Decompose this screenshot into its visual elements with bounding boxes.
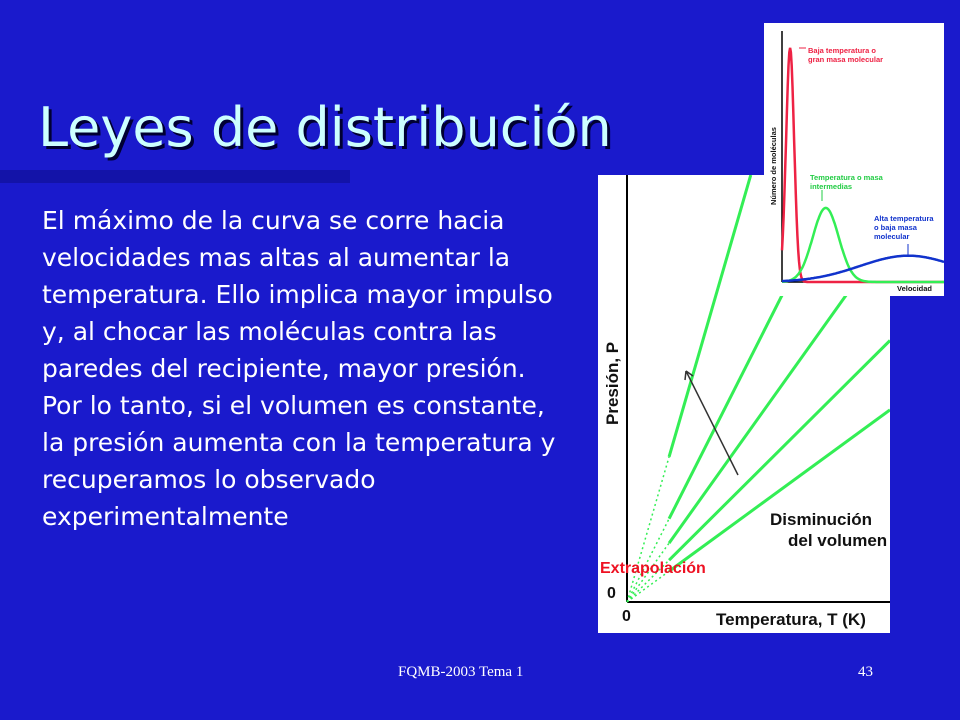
origin-x-label: 0 xyxy=(622,608,631,625)
extrapolation-label: Extrapolación xyxy=(600,560,706,577)
distribution-curves xyxy=(782,48,944,282)
volume-decrease-arrow xyxy=(686,371,738,475)
footer-page-number: 43 xyxy=(858,664,873,680)
low-temperature-label: Baja temperatura o gran masa molecular xyxy=(808,46,884,64)
footer-course-label: FQMB-2003 Tema 1 xyxy=(398,664,524,680)
distribution-curve-1 xyxy=(782,48,944,282)
dist-y-axis-label: Número de moléculas xyxy=(769,127,778,205)
mid-temperature-label: Temperatura o masa intermedias xyxy=(810,173,883,191)
high-temperature-label: Alta temperatura o baja masa molecular xyxy=(874,214,934,241)
speed-distribution-chart xyxy=(764,23,944,296)
y-axis-label: Presión, P xyxy=(603,341,622,425)
slide-title: Leyes de distribución xyxy=(38,96,612,159)
volume-decrease-label-line2: del volumen xyxy=(788,531,888,550)
isochore-line-1 xyxy=(669,175,751,457)
slide-body-text: El máximo de la curva se corre hacia velocidades mas altas al aumentar la temperatura. Ello implica mayor impulso y, al chocar las moléculas contra las paredes del recipiente, mayor presión. Por lo tanto, si el volumen es constante, la presión aumenta con la temperatura y recuperamos lo observado experimentalmente xyxy=(42,206,556,531)
speed-distribution-svg xyxy=(764,23,944,296)
title-underline-bar xyxy=(0,170,350,183)
origin-y-label: 0 xyxy=(607,585,616,602)
dist-x-axis-label: Velocidad xyxy=(897,284,933,293)
x-axis-label: Temperatura, T (K) xyxy=(716,610,866,629)
volume-decrease-label-line1: Disminución xyxy=(770,510,873,529)
